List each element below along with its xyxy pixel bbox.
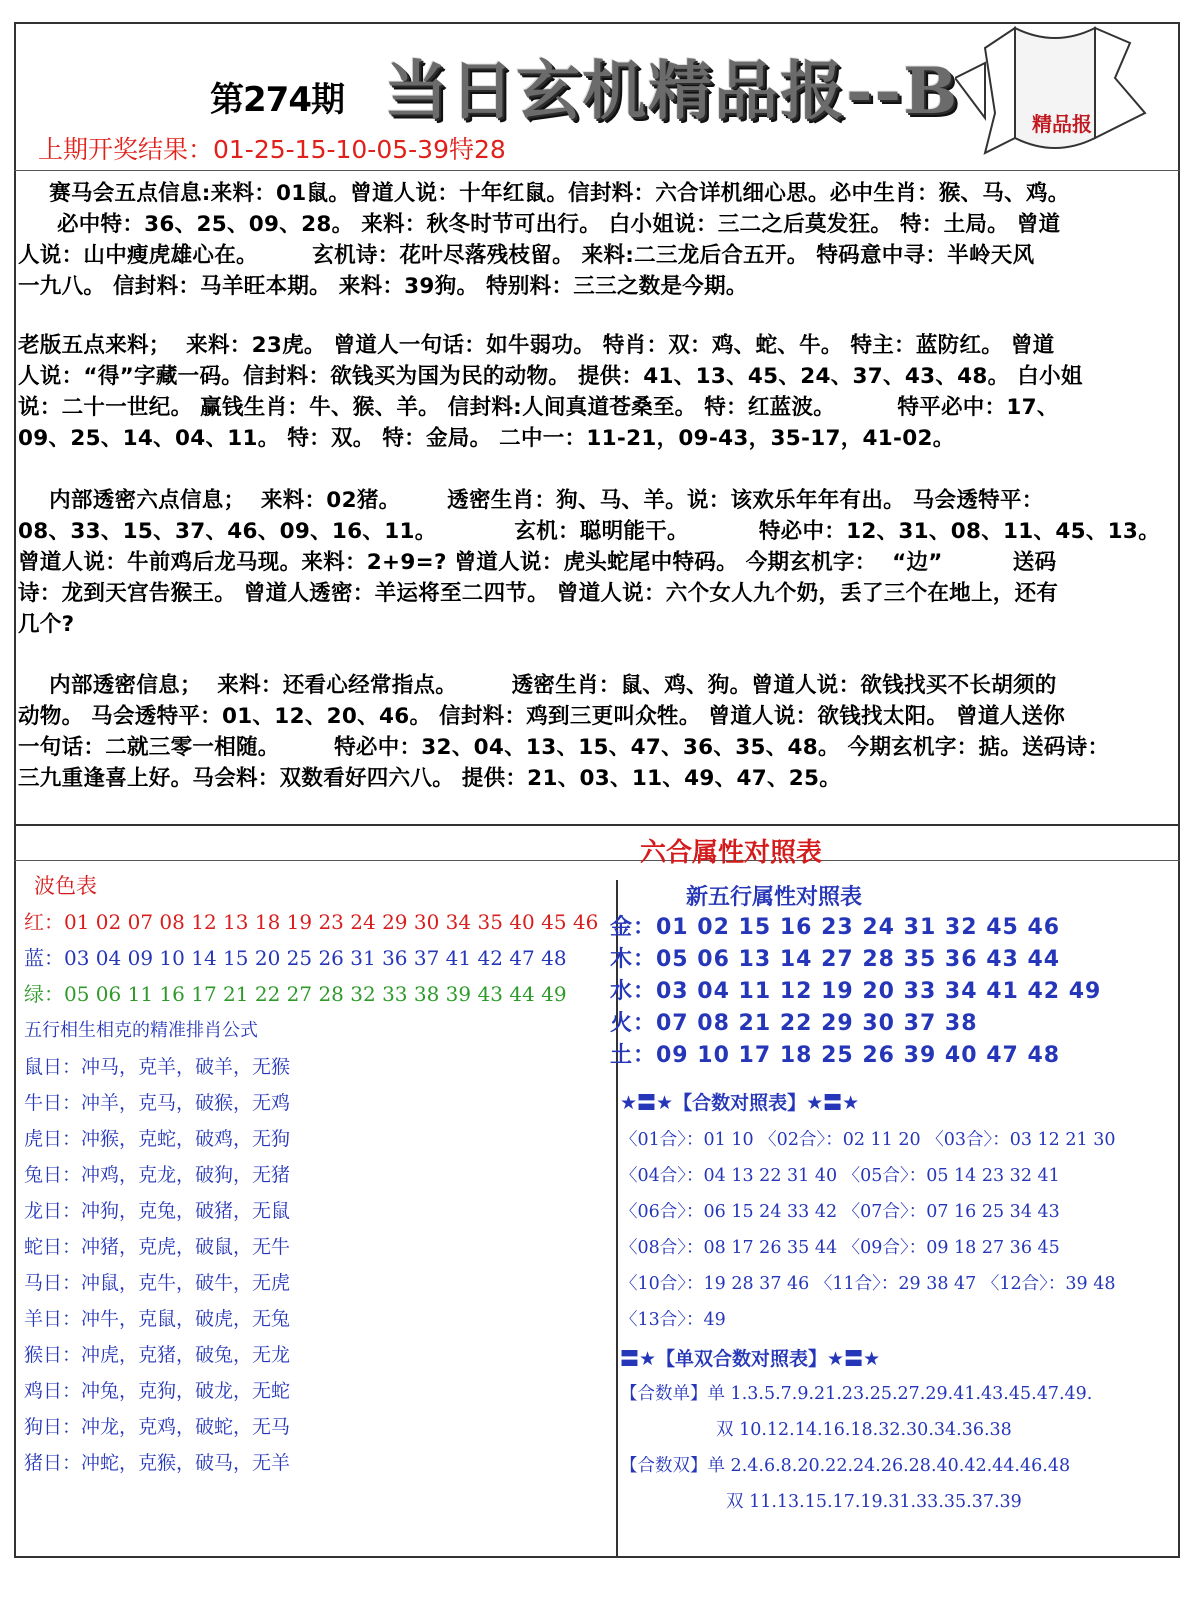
- wuxing-title: 新五行属性对照表: [686, 885, 863, 910]
- page-title: 当日玄机精品报--B: [384, 54, 960, 129]
- wave-table-title: 波色表: [34, 874, 97, 898]
- heshu-row: 〈04合〉：04 13 22 31 40 〈05合〉：05 14 23 32 41: [620, 1166, 1060, 1186]
- wuxing-row: 木：05 06 13 14 27 28 35 36 43 44: [610, 947, 1061, 972]
- heshu-title: ★〓★【合数对照表】★〓★: [620, 1092, 860, 1114]
- formula-row: 虎日：冲猴，克蛇，破鸡，无狗: [24, 1128, 291, 1150]
- formula-row: 猪日：冲蛇，克猴，破马，无羊: [24, 1452, 291, 1474]
- heshu-row: 〈06合〉：06 15 24 33 42 〈07合〉：07 16 25 34 43: [620, 1202, 1060, 1222]
- banner-logo: [955, 18, 1155, 162]
- last-result: 上期开奖结果：01-25-15-10-05-39特28: [38, 135, 506, 164]
- formula-row: 鸡日：冲兔，克狗，破龙，无蛇: [24, 1380, 291, 1402]
- heshu-row: 〈13合〉：49: [620, 1310, 726, 1330]
- formula-row: 狗日：冲龙，克鸡，破蛇，无马: [24, 1416, 291, 1438]
- issue-number: 第274期: [210, 80, 344, 120]
- formula-row: 羊日：冲牛，克鼠，破虎，无兔: [24, 1308, 291, 1330]
- section-title-divider: [14, 860, 1180, 861]
- paragraph-3: 内部透密六点信息； 来料：02猪。 透密生肖：狗、马、羊。说：该欢乐年年有出。 马会透特平： 08、33、15、37、46、09、16、11。 玄机：聪明能干。 特必中：12、31、08、11、45、13。 曾道人说：牛前鸡后龙马现。来料：2+9=? 曾道人说：虎头蛇尾中特码。 今期玄机字： “边” 送码 诗：龙到天宫告猴王。 曾道人透密：羊运将至二四节。 曾道人说：六个女人九个奶，丢了三个在地上，还有 几个?: [18, 488, 1160, 637]
- heshu-row: 〈10合〉：19 28 37 46 〈11合〉：29 38 47 〈12合〉：39 48: [620, 1274, 1116, 1294]
- formula-row: 马日：冲鼠，克牛，破牛，无虎: [24, 1272, 291, 1294]
- danshuang-row: 【合数单】单 1.3.5.7.9.21.23.25.27.29.41.43.45.47.49.: [620, 1384, 1093, 1404]
- wave-red-row: 红：01 02 07 08 12 13 18 19 23 24 29 30 34 35 40 45 46: [24, 910, 599, 934]
- paragraph-1: 赛马会五点信息:来料：01鼠。曾道人说：十年红鼠。信封料：六合详机细心思。必中生肖：猴、马、鸡。 必中特：36、25、09、28。 来料：秋冬时节可出行。 白小姐说：三二之后莫发狂。 特：土局。 曾道 人说：山中瘦虎雄心在。 玄机诗：花叶尽落残枝留。 来料:二三龙后合五开。 特码意中寻：半岭天风 一九八。 信封料：马羊旺本期。 来料：39狗。 特别料：三三之数是今期。: [18, 181, 1070, 299]
- formula-row: 鼠日：冲马，克羊，破羊，无猴: [24, 1056, 291, 1078]
- wave-blue-row: 蓝：03 04 09 10 14 15 20 25 26 31 36 37 41 42 47 48: [24, 946, 567, 970]
- danshuang-row: 双 10.12.14.16.18.32.30.34.36.38: [716, 1420, 1012, 1440]
- wave-green-row: 绿：05 06 11 16 17 21 22 27 28 32 33 38 39 43 44 49: [24, 982, 567, 1006]
- banner-flag-icon: [955, 18, 1155, 158]
- wuxing-row: 水：03 04 11 12 19 20 33 34 41 42 49: [610, 979, 1102, 1004]
- heshu-row: 〈08合〉：08 17 26 35 44 〈09合〉：09 18 27 36 45: [620, 1238, 1060, 1258]
- section-divider: [14, 824, 1180, 826]
- formula-row: 猴日：冲虎，克猪，破兔，无龙: [24, 1344, 291, 1366]
- danshuang-row: 双 11.13.15.17.19.31.33.35.37.39: [726, 1492, 1022, 1512]
- wuxing-row: 土：09 10 17 18 25 26 39 40 47 48: [610, 1043, 1061, 1068]
- danshuang-row: 【合数双】单 2.4.6.8.20.22.24.26.28.40.42.44.46.48: [620, 1456, 1071, 1476]
- formula-row: 牛日：冲羊，克马，破猴，无鸡: [24, 1092, 291, 1114]
- paragraph-4: 内部透密信息； 来料：还看心经常指点。 透密生肖：鼠、鸡、狗。曾道人说：欲钱找买不长胡须的 动物。 马会透特平：01、12、20、46。 信封料：鸡到三更叫众牲。 曾道人说：欲钱找太阳。 曾道人送你 一句话：二就三零一相随。 特必中：32、04、13、15、47、36、35、48。 今期玄机字：掂。送码诗： 三九重逢喜上好。马会料：双数看好四六八。 提供：21、03、11、49、47、25。: [18, 673, 1110, 791]
- formula-row: 兔日：冲鸡，克龙，破狗，无猪: [24, 1164, 291, 1186]
- formula-row: 蛇日：冲猪，克虎，破鼠，无牛: [24, 1236, 291, 1258]
- formula-row: 龙日：冲狗，克兔，破猪，无鼠: [24, 1200, 291, 1222]
- banner-label: 精品报: [1032, 112, 1092, 136]
- heshu-row: 〈01合〉：01 10 〈02合〉：02 11 20 〈03合〉：03 12 21 30: [620, 1130, 1116, 1150]
- header-divider: [14, 170, 1180, 171]
- formula-title: 五行相生相克的精准排肖公式: [24, 1020, 258, 1041]
- wuxing-row: 金：01 02 15 16 23 24 31 32 45 46: [610, 915, 1061, 940]
- section-title: 六合属性对照表: [640, 838, 823, 868]
- paragraph-2: 老版五点来料； 来料：23虎。 曾道人一句话：如牛弱功。 特肖：双：鸡、蛇、牛。 特主：蓝防红。 曾道 人说：“得”字藏一码。信封料：欲钱买为国为民的动物。 提供：41、13、45、24、37、43、48。 白小姐 说：二十一世纪。 赢钱生肖：牛、猴、羊。 信封料:人间真道苍桑至。 特：红蓝波。 特平必中：17、 09、25、14、04、11。 特：双。 特：金局。 二中一：11-21，09-43，35-17，41-02。: [18, 333, 1083, 451]
- danshuang-title: 〓★【单双合数对照表】★〓★: [620, 1348, 881, 1370]
- wuxing-row: 火：07 08 21 22 29 30 37 38: [610, 1011, 978, 1036]
